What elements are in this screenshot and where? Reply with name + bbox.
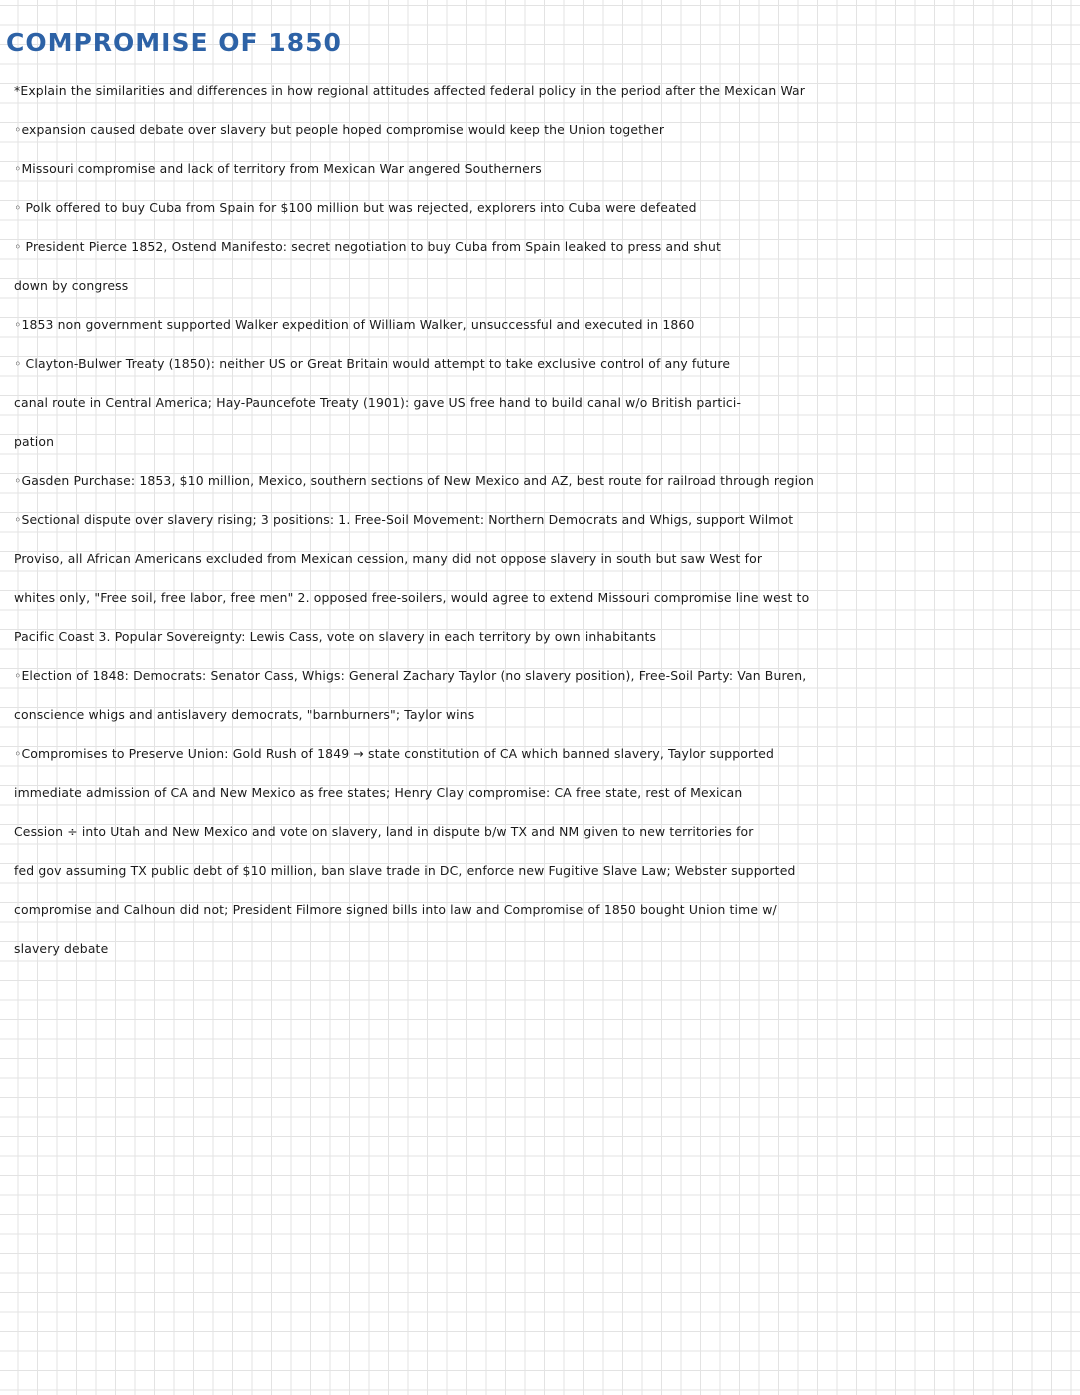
note-line: ◦1853 non government supported Walker expedition of William Walker, unsuccessful and executed in 1860	[14, 317, 695, 332]
note-line: ◦ President Pierce 1852, Ostend Manifesto: secret negotiation to buy Cuba from Spain leaked to press and shut	[14, 239, 721, 254]
note-line: Cession ÷ into Utah and New Mexico and vote on slavery, land in dispute b/w TX and NM given to new territories for	[14, 824, 754, 839]
note-line: ◦expansion caused debate over slavery but people hoped compromise would keep the Union together	[14, 122, 665, 137]
note-line: down by congress	[14, 278, 129, 293]
note-line: fed gov assuming TX public debt of $10 million, ban slave trade in DC, enforce new Fugitive Slave Law; Webster supported	[14, 863, 796, 878]
note-line: whites only, "Free soil, free labor, free men" 2. opposed free-soilers, would agree to extend Missouri compromise line west to	[14, 590, 810, 605]
note-line: immediate admission of CA and New Mexico as free states; Henry Clay compromise: CA free state, rest of Mexican	[14, 785, 743, 800]
note-line: ◦Missouri compromise and lack of territory from Mexican War angered Southerners	[14, 161, 542, 176]
note-line: Pacific Coast 3. Popular Sovereignty: Lewis Cass, vote on slavery in each territory by own inhabitants	[14, 629, 657, 644]
note-line: ◦Gasden Purchase: 1853, $10 million, Mexico, southern sections of New Mexico and AZ, best route for railroad through region	[14, 473, 814, 488]
note-line: pation	[14, 434, 55, 449]
page-title: COMPROMISE OF 1850	[6, 28, 342, 57]
note-line: compromise and Calhoun did not; President Filmore signed bills into law and Compromise of 1850 bought Union time w/	[14, 902, 777, 917]
note-line: ◦Election of 1848: Democrats: Senator Cass, Whigs: General Zachary Taylor (no slavery position), Free-Soil Party: Van Buren,	[14, 668, 807, 683]
note-line: canal route in Central America; Hay-Pauncefote Treaty (1901): gave US free hand to build canal w/o British partici-	[14, 395, 742, 410]
note-line: Proviso, all African Americans excluded from Mexican cession, many did not oppose slavery in south but saw West for	[14, 551, 763, 566]
note-line: ◦ Clayton-Bulwer Treaty (1850): neither US or Great Britain would attempt to take exclusive control of any future	[14, 356, 731, 371]
note-line: ◦Compromises to Preserve Union: Gold Rush of 1849 → state constitution of CA which banned slavery, Taylor supported	[14, 746, 775, 761]
note-line: *Explain the similarities and differences in how regional attitudes affected federal policy in the period after the Mexican War	[14, 83, 806, 98]
note-line: conscience whigs and antislavery democrats, "barnburners"; Taylor wins	[14, 707, 475, 722]
note-line: ◦Sectional dispute over slavery rising; 3 positions: 1. Free-Soil Movement: Northern Democrats and Whigs, support Wilmot	[14, 512, 794, 527]
note-line: slavery debate	[14, 941, 109, 956]
note-line: ◦ Polk offered to buy Cuba from Spain for $100 million but was rejected, explorers into Cuba were defeated	[14, 200, 697, 215]
